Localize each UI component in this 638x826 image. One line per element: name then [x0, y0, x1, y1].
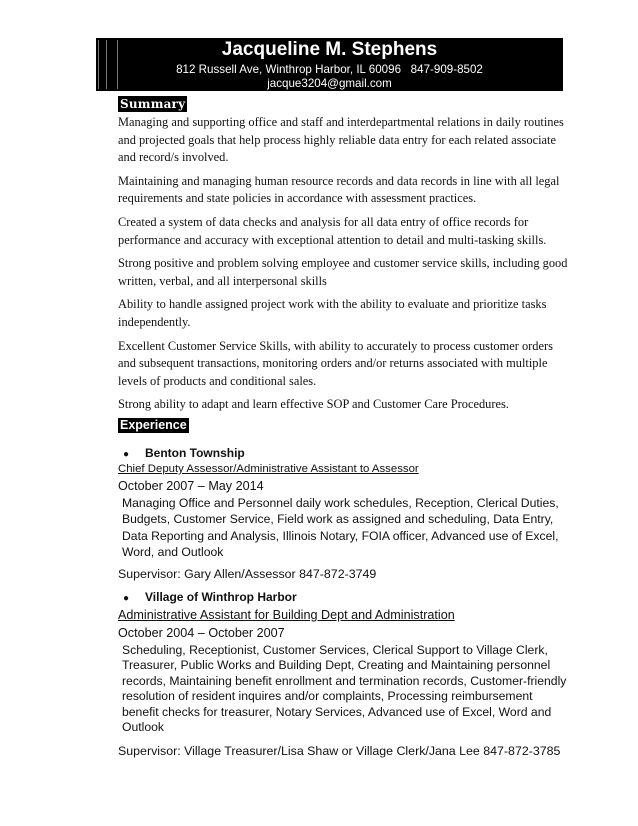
summary-heading: Summary	[120, 97, 186, 111]
job-duties: Managing Office and Personnel daily work schedules, Reception, Clerical Duties, Budgets, Customer Service, Field work as assigned and scheduling, Data Entry, Data Reporting and Analysis, Illinois Notary, FOIA officer, Advanced use of Excel, Word, and Outlook	[122, 496, 559, 560]
summary-paragraph: Created a system of data checks and analysis for all data entry of office records for performance and accuracy with exceptional attention to detail and multi-tasking skills.	[118, 214, 547, 247]
bullet-icon: ●	[123, 449, 130, 460]
summary-paragraph: Maintaining and managing human resource records and data records in line with all legal requirements and state policies in accordance with assessment practices.	[118, 173, 560, 206]
summary-paragraph: Strong positive and problem solving employee and customer service skills, including good written, verbal, and all interpersonal skills	[118, 256, 568, 288]
contact-email: jacque3204@gmail.com	[267, 77, 392, 90]
job-duties: Scheduling, Receptionist, Customer Services, Clerical Support to Village Clerk, Treasurer, Public Works and Building Dept, Creating and Maintaining personnel records, Maintaining benefit enrollment and termination records, Customer-friendly resolution of resident inquires and/or complaints, Processing reimbursement benefit checks for treasurer, Notary Services, Advanced use of Excel, Word and Outlook	[122, 643, 567, 735]
job-employer	[123, 590, 297, 606]
summary-paragraph: Managing and supporting office and staff and interdepartmental relations in daily routines and projected goals that help process highly reliable data entry for each related associate and record/s involved.	[118, 115, 564, 165]
job-title: Administrative Assistant for Building Dept and Administration	[118, 608, 455, 622]
summary-paragraph: Ability to handle assigned project work with the ability to evaluate and prioritize tasks independently.	[118, 297, 547, 329]
job-supervisor: Supervisor: Village Treasurer/Lisa Shaw or Village Clerk/Jana Lee 847-872-3785	[118, 744, 561, 758]
summary-section	[118, 114, 568, 420]
job-supervisor: Supervisor: Gary Allen/Assessor 847-872-3749	[118, 567, 377, 581]
job-title: Chief Deputy Assessor/Administrative Assistant to Assessor	[118, 463, 419, 475]
job-dates: October 2007 – May 2014	[118, 479, 264, 493]
experience-heading: Experience	[120, 418, 187, 432]
summary-paragraph: Excellent Customer Service Skills, with ability to accurately to process customer orders and subsequent transactions, monitoring orders and/or returns associated with multiple levels of products and conditional sales.	[118, 338, 553, 388]
summary-paragraph: Strong ability to adapt and learn effective SOP and Customer Care Procedures.	[118, 397, 509, 412]
employer-name: Benton Township	[145, 446, 245, 460]
resume-header	[96, 38, 563, 91]
contact-address-phone: 812 Russell Ave, Winthrop Harbor, IL 60096 847-909-8502	[176, 63, 483, 76]
candidate-name: Jacqueline M. Stephens	[221, 39, 438, 60]
job-employer	[123, 446, 245, 462]
job-dates: October 2004 – October 2007	[118, 626, 285, 640]
bullet-icon: ●	[123, 593, 130, 604]
employer-name: Village of Winthrop Harbor	[145, 590, 297, 604]
